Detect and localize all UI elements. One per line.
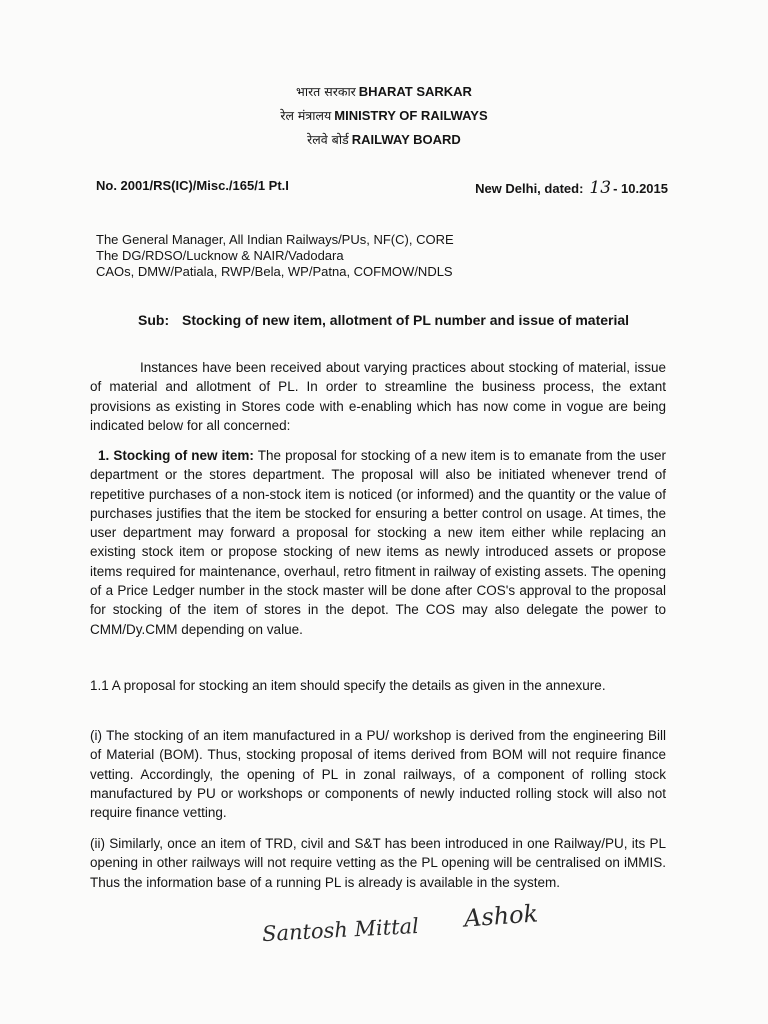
letterhead-english-3: RAILWAY BOARD bbox=[351, 132, 461, 147]
address-line: CAOs, DMW/Patiala, RWP/Bela, WP/Patna, COFMOW/NDLS bbox=[96, 264, 453, 279]
intro-paragraph: Instances have been received about varying practices about stocking of material, issue of material and allotment of PL. In order to streamline the business process, the extant provisions as existing in Stores code with e-enabling which has now come in vogue are being indicated below for all concerned: bbox=[90, 360, 666, 433]
subject-line bbox=[138, 312, 638, 329]
paragraph-1-1: 1.1 A proposal for stocking an item should specify the details as given in the annexure. bbox=[90, 678, 606, 693]
paragraph-1 bbox=[90, 446, 666, 639]
paragraph-1-heading: 1. Stocking of new item: bbox=[98, 448, 254, 463]
letterhead-hindi-2: रेल मंत्रालय bbox=[280, 108, 332, 123]
dated-block bbox=[475, 178, 668, 198]
paragraph-1-body: The proposal for stocking of a new item is to emanate from the user department or the stores department. The proposal will also be initiated whenever trend of repetitive purchases of a non-stock item is noticed (or informed) and the quantity or the value of purchases justifies that the item be stocked for ensuring a better control on usage. At times, the user department may forward a proposal for stocking a new item either while replacing an existing stock item or propose stocking of new items as newly introduced assets or propose items required for maintenance, overhaul, retro fitment in railway of existing assets. The opening of a Price Ledger number in the stock master will be done after COS's approval to the proposal for stocking of the item of stores in the depot. The COS may also delegate the power to CMM/Dy.CMM depending on value. bbox=[90, 448, 666, 637]
letterhead-english-2: MINISTRY OF RAILWAYS bbox=[334, 108, 488, 123]
address-line: The General Manager, All Indian Railways/PUs, NF(C), CORE bbox=[96, 232, 454, 247]
letterhead-line-2 bbox=[0, 104, 768, 128]
letterhead bbox=[0, 80, 768, 152]
dated-label: New Delhi, dated: bbox=[475, 181, 584, 196]
address-line: The DG/RDSO/Lucknow & NAIR/Vadodara bbox=[96, 248, 344, 263]
handwritten-day: 13 bbox=[589, 178, 612, 198]
signature-ashok: Ashok bbox=[463, 899, 539, 933]
reference-line bbox=[96, 178, 668, 198]
letterhead-line-1 bbox=[0, 80, 768, 104]
subject-text: Stocking of new item, allotment of PL number and issue of material bbox=[182, 312, 630, 328]
letterhead-line-3 bbox=[0, 128, 768, 152]
signature-santosh: Santosh Mittal bbox=[261, 913, 420, 947]
address-block bbox=[96, 232, 454, 280]
subject-label: Sub: bbox=[138, 312, 170, 328]
paragraph-ii: (ii) Similarly, once an item of TRD, civil and S&T has been introduced in one Railway/PU, its PL opening in other railways will not require vetting as the PL opening will be centralised on iMMIS. Thus the information base of a running PL is already is available in the system. bbox=[90, 836, 666, 890]
letterhead-hindi-3: रेलवे बोर्ड bbox=[307, 132, 349, 147]
reference-number: No. 2001/RS(IC)/Misc./165/1 Pt.I bbox=[96, 178, 289, 193]
letterhead-hindi-1: भारत सरकार bbox=[296, 84, 356, 99]
letterhead-english-1: BHARAT SARKAR bbox=[358, 84, 472, 99]
date-rest: - 10.2015 bbox=[613, 181, 668, 196]
paragraph-i: (i) The stocking of an item manufactured in a PU/ workshop is derived from the engineering Bill of Material (BOM). Thus, stocking proposal of items derived from BOM will not require finance vetting. Accordingly, the opening of PL in zonal railways, of a component of rolling stock manufactured by PU or workshops or components of newly inducted rolling stock will also not require finance vetting. bbox=[90, 728, 666, 821]
